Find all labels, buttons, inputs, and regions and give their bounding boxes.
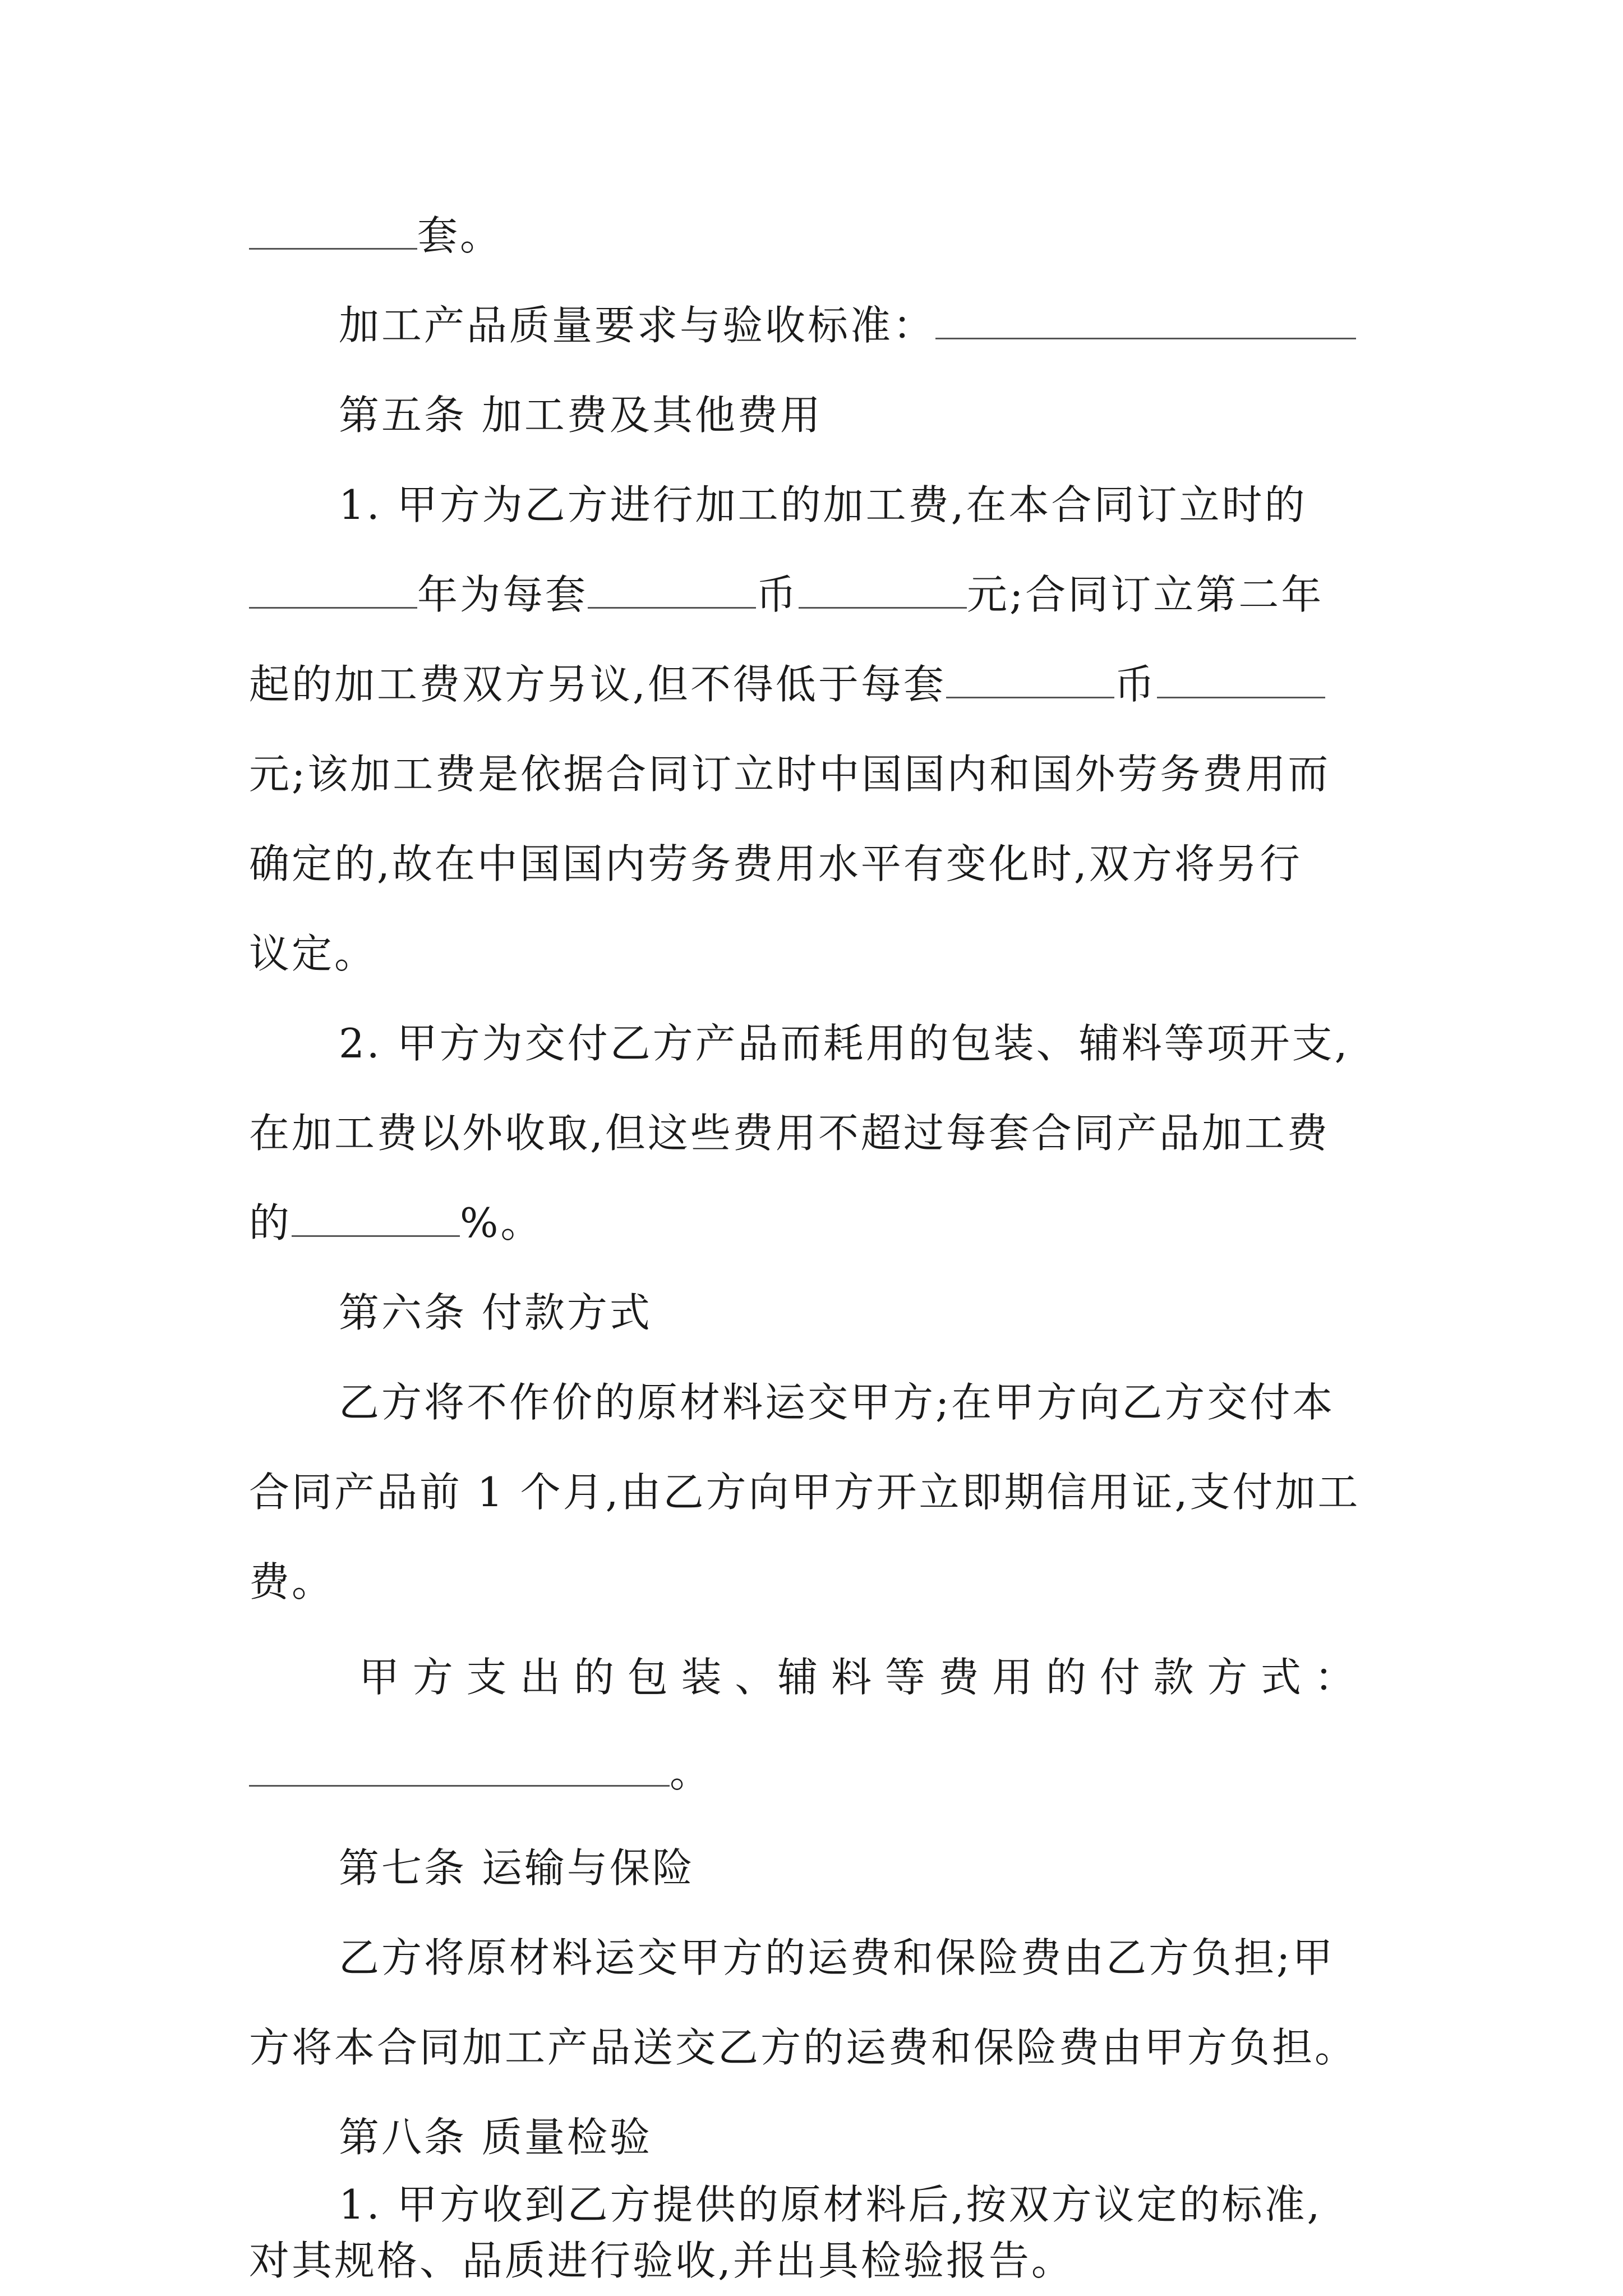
spaced-char: 甲 (359, 1654, 402, 1701)
spaced-char: 用 (992, 1654, 1035, 1701)
blank-field (799, 567, 967, 609)
blank-field (1157, 656, 1325, 698)
paragraph-line: 1. 甲方为乙方进行加工的加工费,在本合同订立时的 (339, 481, 1307, 528)
paragraph-line: 1. 甲方收到乙方提供的原材料后,按双方议定的标准, (339, 2181, 1322, 2228)
text-fragment: 年为每套 (417, 571, 588, 618)
paragraph-line: 方将本合同加工产品送交乙方的运费和保险费由甲方负担。 (249, 2024, 1358, 2071)
line-quality-standard (339, 297, 1393, 353)
text-fragment: 起的加工费双方另议,但不得低于每套 (249, 661, 946, 708)
paragraph-line: 乙方将原材料运交甲方的运费和保险费由乙方负担;甲 (339, 1934, 1335, 1981)
spaced-char: 款 (1153, 1654, 1196, 1701)
blank-field (249, 1745, 670, 1787)
paragraph-line: 乙方将不作价的原材料运交甲方;在甲方向乙方交付本 (339, 1379, 1335, 1426)
spaced-char: 方 (412, 1654, 455, 1701)
text-fragment: 加工产品质量要求与验收标准： (339, 302, 936, 349)
spaced-char: 包 (627, 1654, 670, 1701)
spaced-char: ： (1314, 1654, 1357, 1701)
paragraph-line: 费。 (249, 1558, 335, 1605)
spaced-char: 的 (574, 1654, 617, 1701)
article-6-heading: 第六条 付款方式 (339, 1289, 652, 1336)
paragraph-line: 在加工费以外收取,但这些费用不超过每套合同产品加工费 (249, 1110, 1330, 1157)
spaced-char: 费 (938, 1654, 981, 1701)
spaced-char: 的 (1046, 1654, 1089, 1701)
paragraph-line: 确定的,故在中国国内劳务费用水平有变化时,双方将另行 (249, 840, 1302, 887)
article-7-heading: 第七条 运输与保险 (339, 1844, 695, 1892)
paragraph-line: 议定。 (249, 930, 377, 977)
blank-field (588, 567, 756, 609)
paragraph-line (249, 656, 1393, 712)
blank-field (935, 297, 1356, 339)
spaced-char: 付 (1099, 1654, 1142, 1701)
paragraph-line (249, 567, 1393, 623)
paragraph-line: 元;该加工费是依据合同订立时中国国内和国外劳务费用而 (249, 751, 1331, 798)
text-fragment: 的 (249, 1199, 292, 1246)
paragraph-line: 合同产品前 1 个月,由乙方向甲方开立即期信用证,支付加工 (249, 1469, 1361, 1516)
paragraph-line (249, 1195, 1393, 1251)
text-fragment: 币 (756, 571, 799, 618)
paragraph-line: 对其规格、品质进行验收,并出具检验报告。 (249, 2237, 1074, 2284)
spaced-char: 出 (520, 1654, 563, 1701)
blank-field (292, 1195, 460, 1237)
spaced-char: 装 (681, 1654, 724, 1701)
paragraph-line (249, 1745, 1393, 1801)
spaced-char: 方 (1207, 1654, 1250, 1701)
paragraph-line: 2. 甲方为交付乙方产品而耗用的包装、辅料等项开支, (339, 1020, 1350, 1067)
text-fragment: %。 (460, 1199, 543, 1246)
text-fragment: 币 (1114, 661, 1157, 708)
text-fragment: 元;合同订立第二年 (967, 571, 1324, 618)
text-fragment: 。 (670, 1749, 713, 1796)
blank-field (249, 208, 417, 250)
blank-field (249, 567, 417, 609)
line-quantity (249, 208, 1393, 264)
payment-method-line (359, 1649, 1357, 1705)
spaced-char: 等 (884, 1654, 928, 1701)
spaced-char: 、辅 (735, 1654, 820, 1701)
spaced-char: 料 (831, 1654, 874, 1701)
text-fragment: 套。 (417, 212, 503, 259)
blank-field (946, 656, 1114, 698)
article-8-heading: 第八条 质量检验 (339, 2114, 652, 2161)
spaced-char: 支 (466, 1654, 509, 1701)
article-5-heading: 第五条 加工费及其他费用 (339, 392, 823, 439)
spaced-char: 式 (1261, 1654, 1304, 1701)
